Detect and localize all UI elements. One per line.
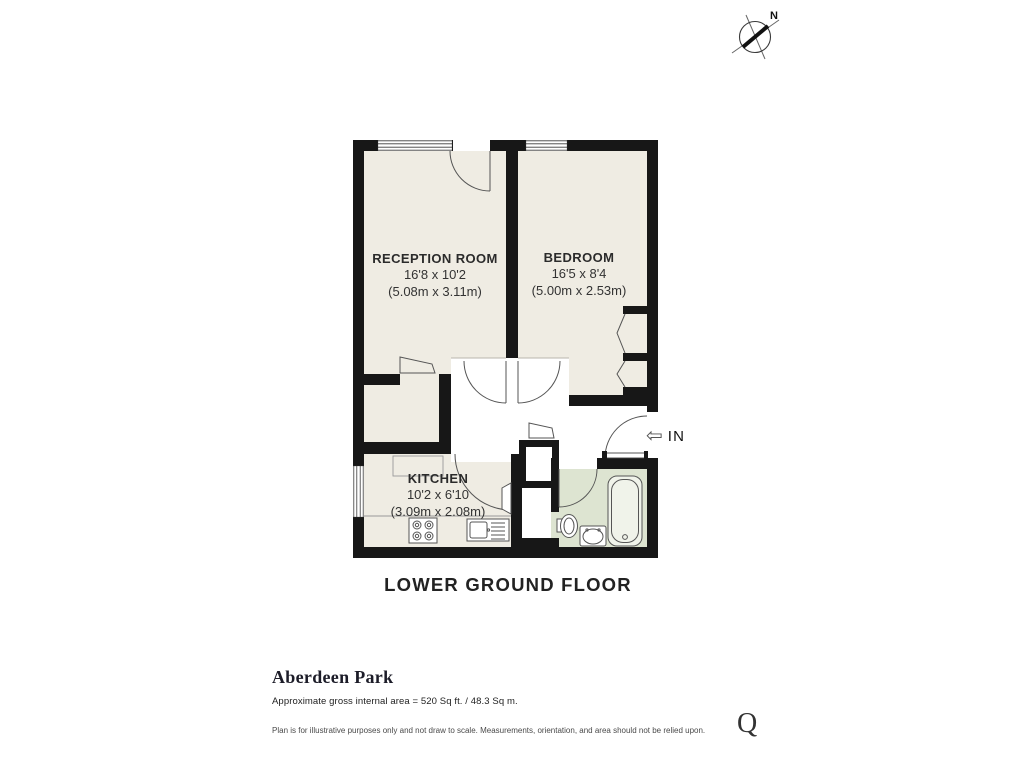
entrance-in-text: IN [667, 427, 686, 445]
bathtub-icon [608, 476, 642, 546]
kitchen-dims-metric: (3.09m x 2.08m) [390, 503, 486, 519]
hob-icon [409, 518, 437, 543]
compass-north-label: N [770, 10, 778, 22]
window-kitchen-icon [353, 465, 364, 518]
window-reception-icon [377, 140, 453, 151]
room-label-kitchen [368, 470, 508, 520]
room-label-bedroom [500, 249, 658, 299]
basin-icon [580, 526, 606, 546]
kitchen-dims-imperial: 10'2 x 6'10 [406, 487, 470, 502]
entrance-label [646, 426, 685, 446]
property-name: Aberdeen Park [272, 667, 394, 687]
reception-room-name: RECEPTION ROOM [372, 251, 498, 266]
area-text: Approximate gross internal area = 520 Sq ft. / 48.3 Sq m. [272, 696, 518, 707]
kitchen-sink-icon [467, 519, 509, 541]
window-bedroom-icon [525, 140, 568, 151]
reception-dims-metric: (5.08m x 3.11m) [388, 283, 482, 299]
bedroom-dims-imperial: 16'5 x 8'4 [551, 266, 607, 281]
floor-title: LOWER GROUND FLOOR [384, 574, 632, 595]
reception-dims-imperial: 16'8 x 10'2 [403, 267, 467, 282]
disclaimer-text: Plan is for illustrative purposes only and not draw to scale. Measurements, orientation, and area should not be relied upon. [272, 726, 706, 735]
compass-icon [722, 6, 792, 68]
bedroom-dims-metric: (5.00m x 2.53m) [531, 282, 627, 298]
brand-logo: Q [737, 708, 758, 739]
kitchen-room-name: KITCHEN [407, 471, 469, 486]
bedroom-room-name: BEDROOM [543, 250, 615, 265]
entrance-arrow-icon: ⇦ [646, 425, 663, 447]
room-label-reception [354, 250, 516, 300]
